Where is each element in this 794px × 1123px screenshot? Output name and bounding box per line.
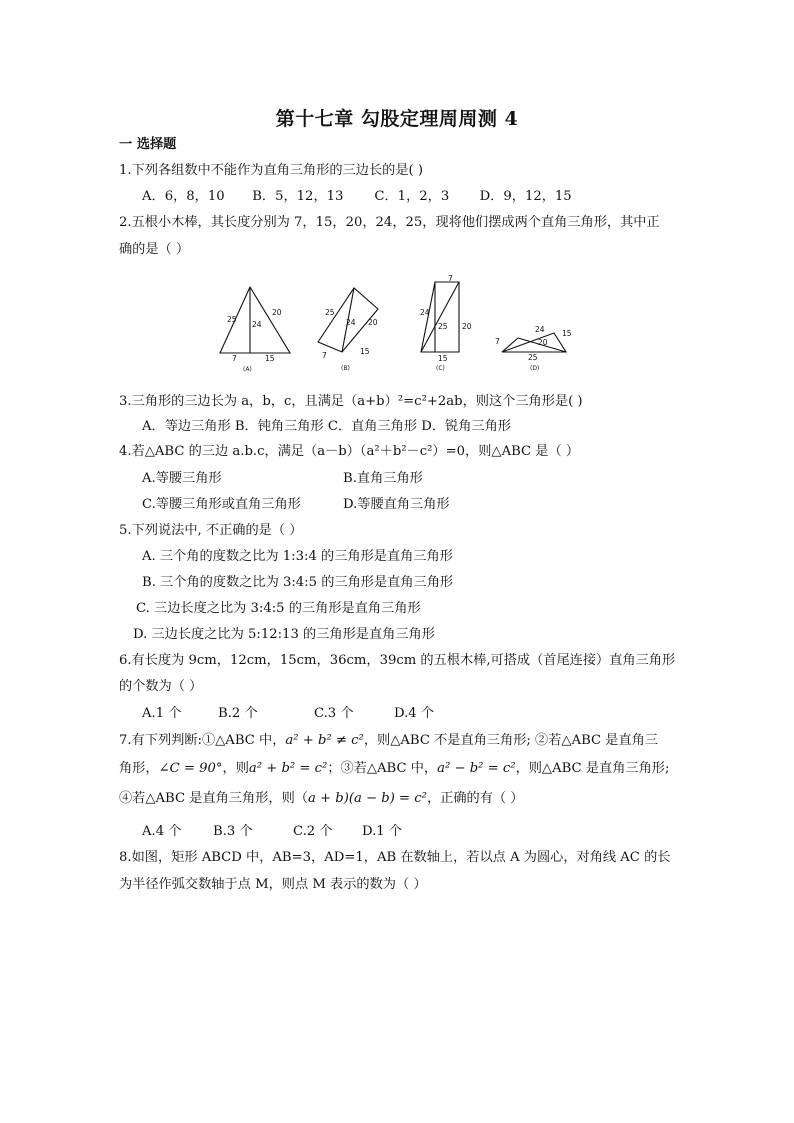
q7-l1-text-b: ，则△ABC 不是直角三角形; ②若△ABC 是直角三 [363, 733, 659, 748]
q4-opt-a: A.等腰三角形 [142, 471, 222, 486]
q7-line3 [119, 790, 524, 808]
q3-options: A．等边三角形 B．钝角三角形 C．直角三角形 D．锐角三角形 [142, 419, 511, 434]
q6-stem-line1: 6.有长度为 9cm，12cm，15cm，36cm，39cm 的五根木棒,可搭成（首尾连接）直角三角形 [119, 653, 676, 668]
fig-a-caption: (A) [243, 366, 252, 373]
q7-l2-text-d: ，则△ABC 是直角三角形; [515, 761, 670, 776]
q7-line1 [119, 732, 658, 750]
q4-stem: 4.若△ABC 的三边 a.b.c，满足（a－b）（a²＋b²－c²）=0，则△ABC 是（ ） [119, 444, 580, 459]
figure-d [502, 333, 566, 352]
q3-stem: 3.三角形的三边长为 a，b，c，且满足（a+b）²=c²+2ab，则这个三角形是( ) [119, 394, 583, 409]
fig-a-label-20: 20 [272, 308, 282, 317]
q7-l2-math1: ∠C = 90° [158, 761, 223, 776]
q2-stem-line2: 确的是（ ） [119, 242, 190, 257]
fig-b-label-20: 20 [368, 318, 378, 327]
fig-c-label-20: 20 [462, 322, 472, 331]
fig-d-label-20: 20 [538, 338, 548, 347]
section-heading: 一 选择题 [119, 137, 177, 152]
figure-c [421, 282, 459, 352]
q4-opt-b: B.直角三角形 [343, 471, 423, 486]
q1-opt-d: D．9，12，15 [479, 189, 572, 204]
q1-opt-c: C．1，2，3 [374, 189, 450, 204]
fig-c-caption: (C) [436, 365, 445, 372]
page-title: 第十七章 勾股定理周周测 4 [275, 108, 519, 130]
q1-opt-b: B．5，12，13 [252, 189, 344, 204]
q6-opt-c: C.3 个 [314, 706, 354, 721]
q5-opt-c: C. 三边长度之比为 3:4:5 的三角形是直角三角形 [136, 601, 421, 616]
fig-c-label-24: 24 [420, 308, 430, 317]
q7-l2-math3: a² − b² = c² [437, 761, 516, 776]
q4-opt-c: C.等腰三角形或直角三角形 [142, 497, 301, 512]
q7-l3-text-b: ，正确的有（ ） [426, 791, 524, 806]
fig-d-label-25: 25 [528, 353, 538, 362]
q7-l2-text-c: ；③若△ABC 中， [327, 761, 438, 776]
q5-stem: 5.下列说法中, 不正确的是（ ） [119, 523, 303, 538]
fig-d-label-15: 15 [562, 329, 572, 338]
q7-opt-c: C.2 个 [293, 824, 333, 839]
fig-b-label-15: 15 [360, 347, 370, 356]
fig-b-caption: (B) [341, 365, 350, 372]
q6-opt-b: B.2 个 [218, 706, 258, 721]
fig-d-label-24: 24 [535, 325, 545, 334]
q7-l2-text-b: ，则 [222, 761, 249, 776]
q7-opt-d: D.1 个 [362, 824, 403, 839]
q7-l1-math: a² + b² ≠ c² [285, 733, 364, 748]
fig-b-label-24: 24 [346, 318, 356, 327]
q1-opt-a: A．6，8，10 [142, 189, 225, 204]
fig-c-label-15: 15 [438, 354, 448, 363]
q6-opt-a: A.1 个 [142, 706, 182, 721]
q7-l2-math2: a² + b² = c² [248, 761, 328, 776]
fig-a-label-15: 15 [265, 354, 275, 363]
fig-a-label-24: 24 [252, 320, 262, 329]
fig-b-label-7: 7 [322, 351, 327, 360]
fig-d-label-7: 7 [495, 337, 500, 346]
q7-l2-text-a: 角形， [119, 761, 159, 776]
fig-a-label-25: 25 [227, 315, 237, 324]
q7-line2 [119, 760, 669, 778]
q8-stem-line1: 8.如图，矩形 ABCD 中，AB=3，AD=1，AB 在数轴上，若以点 A 为圆心，对角线 AC 的长 [119, 850, 671, 865]
q7-opt-a: A.4 个 [142, 824, 182, 839]
q5-opt-d: D. 三边长度之比为 5:12:13 的三角形是直角三角形 [133, 627, 435, 642]
fig-c-label-7: 7 [448, 274, 453, 283]
q7-l1-text-a: 7.有下列判断:①△ABC 中， [119, 733, 286, 748]
q7-l3-text-a: ④若△ABC 是直角三角形，则（ [119, 791, 308, 806]
fig-c-label-25: 25 [438, 322, 448, 331]
q6-stem-line2: 的个数为（ ） [119, 679, 203, 694]
q4-opt-d: D.等腰直角三角形 [343, 497, 450, 512]
fig-b-label-25: 25 [325, 308, 335, 317]
fig-a-label-7: 7 [232, 354, 237, 363]
q2-stem-line1: 2.五根小木棒，其长度分别为 7，15，20，24，25，现将他们摆成两个直角三角形，其中正 [119, 215, 660, 230]
q6-opt-d: D.4 个 [394, 706, 435, 721]
fig-d-caption: (D) [530, 365, 540, 372]
q7-l3-math: a + b)(a − b) = c² [307, 791, 427, 806]
q5-opt-b: B. 三个角的度数之比为 3:4:5 的三角形是直角三角形 [142, 575, 454, 590]
q5-opt-a: A. 三个角的度数之比为 1:3:4 的三角形是直角三角形 [142, 549, 453, 564]
q2-figures [214, 272, 584, 380]
q1-options [142, 188, 572, 206]
q8-stem-line2: 为半径作弧交数轴于点 M，则点 M 表示的数为（ ） [119, 877, 427, 892]
q7-opt-b: B.3 个 [213, 824, 253, 839]
q1-stem: 1.下列各组数中不能作为直角三角形的三边长的是( ) [119, 163, 423, 178]
